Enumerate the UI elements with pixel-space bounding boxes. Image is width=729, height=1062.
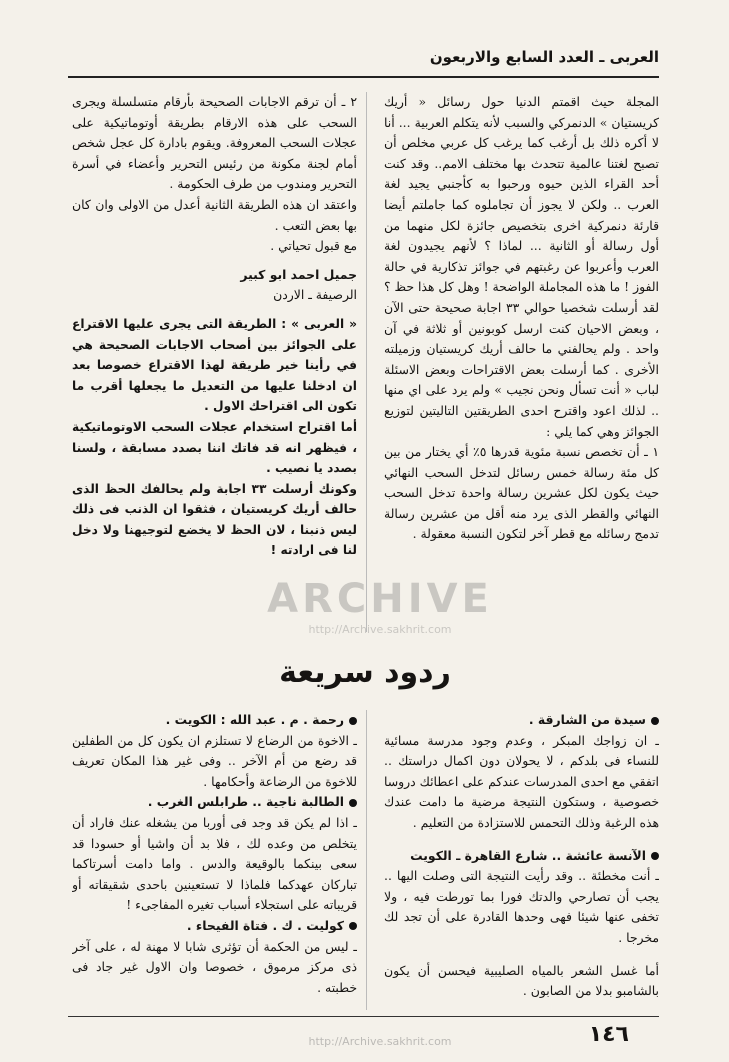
footer-watermark-url: http://Archive.sakhrit.com [308,1035,452,1048]
letter-column-left [72,92,357,632]
column-divider-bottom [366,710,367,1010]
quick-replies-left [72,710,357,1010]
letter-column-right [384,92,659,632]
letter-signature-name: جميل احمد ابو كبير [240,266,357,282]
reply-heading [72,710,357,731]
quick-replies-title: ردود سريعة [279,655,451,690]
bullet-icon [651,852,659,860]
archive-watermark [250,575,510,645]
letter-paragraph: ٢ ـ أن ترقم الاجابات الصحيحة بأرقام متسلسلة ويجرى السحب على هذه الارقام بطريقة أوتوماتيكية على عجلات السحب المعروفة. ويقوم بادارة كل عجل شخص أمام لجنة مكونة من رئيس التحرير وأعضاء في أسرة التحرير ومندوب من طرف الحكومة . [72,94,357,192]
letter-signature-place: الرصيفة ـ الاردن [273,287,357,303]
editor-reply-paragraph: « العربى » : الطريقة التى يجرى عليها الاقتراع على الجوائز بين أصحاب الاجابات الصحيحة هي في رأينا خير طريقة لهذا الاقتراع خصوصا بعد ان ادخلنا عليها من التعديل ما يجعلها أقرب ما تكون الى اقتراحك الاول . [72,316,357,414]
watermark-url: http://Archive.sakhrit.com [308,623,452,636]
letter-paragraph: المجلة حيث اقمتم الدنيا حول رسائل « أريك كريستيان » الدنمركي والسبب لأنه يتكلم العربية ... أنا لا أكره ذلك بل أرغب كما يرغب كل عربي مخلص أن تصبح لغتنا عالمية تتحدث بها مختلف الامم.. وقد كنت أحد القراء الذين حيوه ورحبوا به كأجنبي يجيد لغة العرب .. ولكن لا يجوز أن تجاملوه كما جاملتم أيضا قارئة دنمركية اخرى بتخصيص جائزة لكل منهما من أول رسالة أو الثانية ... لماذا ؟ لأنهم يجيدون لغة العرب وأعربوا عن رغبتهم في جوائز تذكارية في حالة الفوز ! ما هذه المجاملة الواضحة ! وهل كل هذا حظ ؟ لقد أرسلت شخصيا حوالي ٣٣ اجابة صحيحة حتى الآن ، وبعض الاحيان كنت ارسل كوبونين أو ثلاثة في آن واحد . ولم يحالفني ما حالف أريك كريستيان وزميلته الأخرى . كما أرسلت بعض الاقتراحات وبعض الاسئلة لباب « أنت تسأل ونحن نجيب » ولم يرد على اي منها .. لذلك اعود واقترح احدى الطريقتين التاليتين لتوزيع الجوائز وهي كما يلي : [384,94,659,439]
bullet-icon [349,799,357,807]
letter-paragraph: ١ ـ أن تخصص نسبة مئوية قدرها ٥٪ أي يختار من بين كل مئة رسالة خمس رسائل لتدخل السحب النهائي حيث يكون لكل عشرين رسالة واحدة تدخل السحب النهائي والقطر الذى يرد منه أقل من عشرين رسالة تدمج رسائله مع قطر آخر لتكون النسبة معقولة . [384,444,659,542]
reply-heading-text: رحمة . م . عبد الله : الكويت . [165,712,344,727]
quick-replies-right [384,710,659,1010]
reply-heading-text: الآنسة عائشة .. شارع القاهرة ـ الكويت [410,847,646,863]
reply-body: ـ الاخوة من الرضاع لا تستلزم ان يكون كل من الطفلين قد رضع من أم الآخر .. وفى غير هذا المكان تعريف للاخوة من الرضاعة وأحكامها . [72,732,357,789]
reply-heading [72,792,357,813]
footer-rule [68,1016,659,1017]
running-header: العربى ـ العدد السابع والاربعون [429,48,659,66]
bullet-icon [651,717,659,725]
reply-body: ـ اذا لم يكن قد وجد فى أوربا من يشغله عنك فاراد أن يتخلص من وعده لك ، فلا بد أن واشيا أو حسودا قد سعى بينكما بالوقيعة والدس . واما دامت أسرتاكما تباركان عهدكما فلماذا لا تستعينين باحدى شقيقاته أو قريباته على استجلاء أسباب تغيره المفاجىء ! [72,814,357,913]
reply-body: ـ أنت مخطئة .. وقد رأيت النتيجة التى وصلت اليها .. يجب أن تصارحي والدتك فورا بما تورطت فيه ، ولا تخفى عنها شيئا فهى وحدها القادرة على أن تجد لك مخرجا . [384,868,659,945]
reply-heading-text: كوليت . ك . فتاة الفيحاء . [186,917,344,933]
letter-paragraph: مع قبول تحياتي . [270,238,357,254]
reply-heading-text: الطالبة ناجية .. طرابلس الغرب . [147,794,344,810]
editor-reply-paragraph: أما اقتراح استخدام عجلات السحب الاوتوماتيكية ، فيظهر انه قد فاتك اننا بصدد مسابقة ، ولسنا بصدد يا نصيب . [72,419,357,476]
watermark-logo: ARCHIVE [267,576,493,622]
reply-heading [384,710,659,731]
editor-reply-paragraph: وكونك أرسلت ٣٣ اجابة ولم يحالفك الحظ الذى حالف أريك كريستيان ، فثقوا ان الذنب فى ذلك ليس ذنبنا ، لان الحظ لا يخضع لتوجيهنا ولا دخل لنا فى ارادته ! [72,481,357,558]
reply-body: ـ ليس من الحكمة أن تؤثرى شابا لا مهنة له ، على آخر ذى مركز مرموق ، خصوصا وان الاول غير جاد فى خطبته . [72,938,357,995]
bullet-icon [349,717,357,725]
reply-heading-text: سيدة من الشارقة . [528,712,646,727]
reply-heading [72,916,357,937]
column-divider-top [366,92,367,632]
reply-body: أما غسل الشعر بالمياه الصليبية فيحسن أن يكون بالشامبو بدلا من الصابون . [384,962,659,999]
reply-body: ـ ان زواجك المبكر ، وعدم وجود مدرسة مسائية للنساء فى بلدكم ، لا يحولان دون اكمال دراستك .. اتفقي مع احدى المدرسات عندكم على اعطائك دروسا خصوصية ، وستكون النتيجة مرضية ما دامت عندك هذه الرغبة وذلك التحمس للاستزادة من التعليم . [384,732,659,830]
reply-heading [384,846,659,867]
letter-paragraph: واعتقد ان هذه الطريقة الثانية أعدل من الاولى وان كان بها بعض التعب . [72,196,357,233]
header-rule [68,76,659,78]
page-number: ١٤٦ [588,1022,629,1047]
bullet-icon [349,922,357,930]
